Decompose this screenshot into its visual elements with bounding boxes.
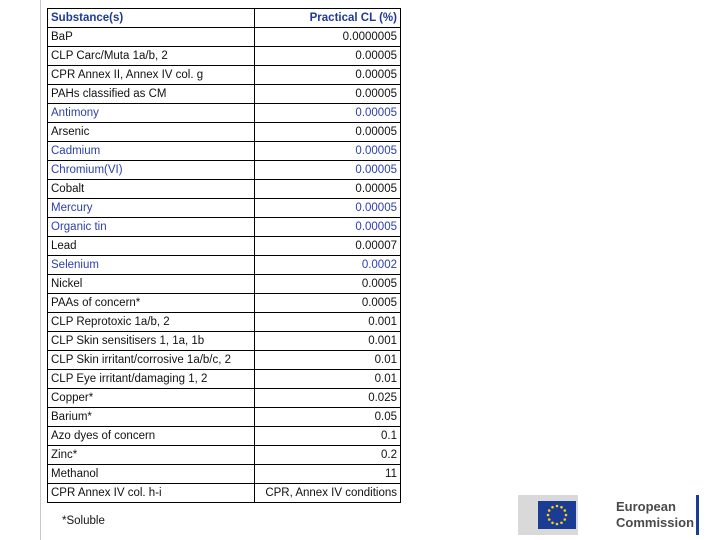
substance-cell: Cobalt — [48, 180, 255, 199]
logo-line-commission: Commission — [616, 515, 695, 530]
table-row — [48, 408, 401, 427]
substance-cell: BaP — [48, 28, 255, 47]
table-row — [48, 294, 401, 313]
commission-label — [616, 499, 694, 531]
substance-cell: Nickel — [48, 275, 255, 294]
substance-cell: Organic tin — [48, 218, 255, 237]
concentration-limits-table — [47, 8, 401, 503]
table-row — [48, 180, 401, 199]
eu-flag-icon — [538, 501, 576, 529]
substance-cell: Barium* — [48, 408, 255, 427]
substance-cell: Chromium(VI) — [48, 161, 255, 180]
substance-cell: Mercury — [48, 199, 255, 218]
table-row — [48, 351, 401, 370]
substance-cell: Azo dyes of concern — [48, 427, 255, 446]
table-header-row — [48, 9, 401, 28]
substance-cell: CLP Skin sensitisers 1, 1a, 1b — [48, 332, 255, 351]
substance-cell: Copper* — [48, 389, 255, 408]
practical-cl-cell: 0.025 — [255, 389, 401, 408]
footnote: *Soluble — [62, 515, 105, 527]
table-row — [48, 256, 401, 275]
table-row — [48, 85, 401, 104]
substance-cell: PAHs classified as CM — [48, 85, 255, 104]
practical-cl-cell: 0.1 — [255, 427, 401, 446]
practical-cl-cell: 0.00005 — [255, 85, 401, 104]
table-row — [48, 28, 401, 47]
substance-cell: CPR Annex II, Annex IV col. g — [48, 66, 255, 85]
practical-cl-cell: 0.00005 — [255, 66, 401, 85]
header-substance: Substance(s) — [48, 9, 255, 28]
table-row — [48, 446, 401, 465]
practical-cl-cell: CPR, Annex IV conditions — [255, 484, 401, 503]
substance-cell: CLP Reprotoxic 1a/b, 2 — [48, 313, 255, 332]
practical-cl-cell: 0.00005 — [255, 180, 401, 199]
practical-cl-cell: 0.00005 — [255, 161, 401, 180]
practical-cl-cell: 0.05 — [255, 408, 401, 427]
practical-cl-cell: 0.0002 — [255, 256, 401, 275]
table-row — [48, 237, 401, 256]
practical-cl-cell: 0.00005 — [255, 47, 401, 66]
practical-cl-cell: 0.00005 — [255, 199, 401, 218]
table-row — [48, 123, 401, 142]
practical-cl-cell: 0.0005 — [255, 275, 401, 294]
table-row — [48, 465, 401, 484]
table-row — [48, 104, 401, 123]
substance-cell: Antimony — [48, 104, 255, 123]
table-row — [48, 161, 401, 180]
substance-cell: CPR Annex IV col. h-i — [48, 484, 255, 503]
practical-cl-cell: 0.001 — [255, 313, 401, 332]
header-practical-cl: Practical CL (%) — [255, 9, 401, 28]
practical-cl-cell: 0.00005 — [255, 123, 401, 142]
logo-line-european: European — [616, 499, 676, 514]
table-row — [48, 484, 401, 503]
practical-cl-cell: 0.001 — [255, 332, 401, 351]
practical-cl-cell: 0.0000005 — [255, 28, 401, 47]
substance-cell: CLP Eye irritant/damaging 1, 2 — [48, 370, 255, 389]
substance-cell: Lead — [48, 237, 255, 256]
substance-cell: Selenium — [48, 256, 255, 275]
table-row — [48, 332, 401, 351]
table-row — [48, 389, 401, 408]
substance-cell: Zinc* — [48, 446, 255, 465]
practical-cl-cell: 0.0005 — [255, 294, 401, 313]
practical-cl-cell: 0.01 — [255, 351, 401, 370]
practical-cl-cell: 0.01 — [255, 370, 401, 389]
table-row — [48, 199, 401, 218]
table-row — [48, 313, 401, 332]
substance-cell: Methanol — [48, 465, 255, 484]
logo-accent-bar — [696, 495, 699, 535]
table-row — [48, 47, 401, 66]
table-row — [48, 370, 401, 389]
substance-cell: CLP Carc/Muta 1a/b, 2 — [48, 47, 255, 66]
substance-cell: Cadmium — [48, 142, 255, 161]
practical-cl-cell: 0.00005 — [255, 142, 401, 161]
practical-cl-cell: 11 — [255, 465, 401, 484]
substance-cell: PAAs of concern* — [48, 294, 255, 313]
practical-cl-cell: 0.00007 — [255, 237, 401, 256]
substance-cell: CLP Skin irritant/corrosive 1a/b/c, 2 — [48, 351, 255, 370]
practical-cl-cell: 0.00005 — [255, 104, 401, 123]
table-row — [48, 218, 401, 237]
table-row — [48, 66, 401, 85]
practical-cl-cell: 0.2 — [255, 446, 401, 465]
substance-cell: Arsenic — [48, 123, 255, 142]
table-row — [48, 427, 401, 446]
table-row — [48, 142, 401, 161]
table-row — [48, 275, 401, 294]
european-commission-logo — [518, 495, 718, 535]
practical-cl-cell: 0.00005 — [255, 218, 401, 237]
